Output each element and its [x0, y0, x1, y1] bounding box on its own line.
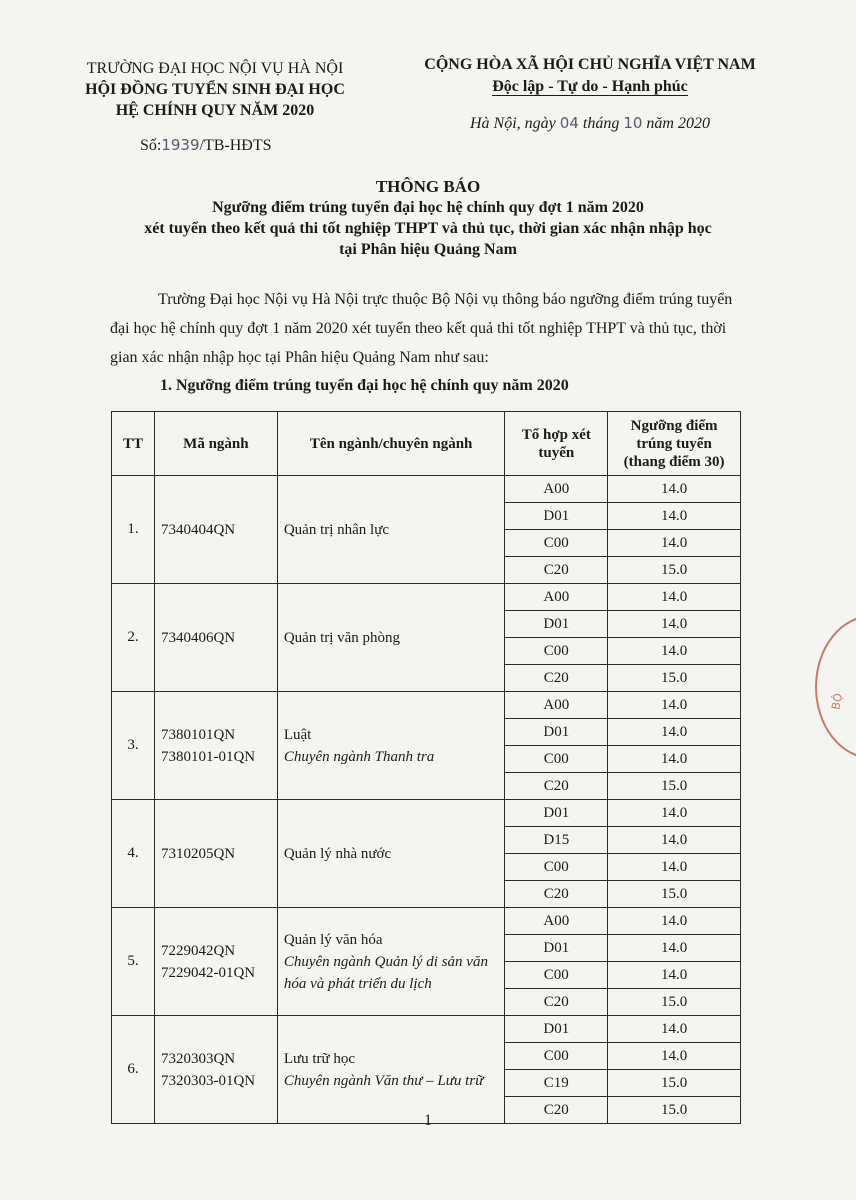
major-name-cell — [277, 800, 505, 908]
score-table — [111, 411, 741, 1124]
threshold-score: 15.0 — [608, 989, 741, 1016]
section-1-heading: 1. Ngưỡng điểm trúng tuyển đại học hệ chính quy năm 2020 — [160, 377, 569, 394]
subject-combo: C20 — [505, 881, 608, 908]
major-codes — [154, 584, 277, 692]
row-index: 5. — [112, 908, 155, 1016]
threshold-score: 14.0 — [608, 692, 741, 719]
subject-combo: D01 — [505, 1016, 608, 1043]
subject-combo: C20 — [505, 1097, 608, 1124]
threshold-score: 14.0 — [608, 1043, 741, 1070]
row-index: 3. — [112, 692, 155, 800]
threshold-score: 14.0 — [608, 611, 741, 638]
table-row — [112, 692, 741, 719]
threshold-score: 14.0 — [608, 503, 741, 530]
row-index: 6. — [112, 1016, 155, 1124]
major-codes — [154, 476, 277, 584]
notice-subtitle-2: xét tuyển theo kết quả thi tốt nghiệp THPT và thủ tục, thời gian xác nhận nhập học — [144, 220, 712, 237]
subject-combo: D01 — [505, 719, 608, 746]
subject-combo: D15 — [505, 827, 608, 854]
threshold-score: 15.0 — [608, 557, 741, 584]
specialization: Chuyên ngành Văn thư – Lưu trữ — [283, 1072, 484, 1089]
subject-combo: C20 — [505, 557, 608, 584]
subject-combo: D01 — [505, 611, 608, 638]
subject-combo: C00 — [505, 1043, 608, 1070]
subject-combo: C00 — [505, 638, 608, 665]
header-tt: TT — [112, 412, 155, 476]
major-name-cell — [277, 1016, 505, 1124]
threshold-score: 15.0 — [608, 881, 741, 908]
header-code: Mã ngành — [154, 412, 277, 476]
subject-combo: D01 — [505, 800, 608, 827]
specialization: Chuyên ngành Quản lý di sản văn hóa và phát triển du lịch — [283, 953, 488, 992]
table-body — [112, 476, 741, 1124]
major-name: Lưu trữ học — [283, 1050, 356, 1067]
major-code: 7310205QN — [160, 845, 236, 862]
major-name: Quản lý văn hóa — [283, 931, 383, 948]
subject-combo: A00 — [505, 476, 608, 503]
subject-combo: A00 — [505, 584, 608, 611]
national-motto: Độc lập - Tự do - Hạnh phúc — [492, 78, 688, 95]
notice-subtitle-3: tại Phân hiệu Quảng Nam — [339, 241, 517, 258]
council-name: HỘI ĐỒNG TUYỂN SINH ĐẠI HỌC — [85, 81, 345, 98]
major-code: 7380101QN — [160, 726, 236, 743]
major-codes — [154, 908, 277, 1016]
subject-combo: D01 — [505, 935, 608, 962]
notice-subtitle-1: Ngưỡng điểm trúng tuyển đại học hệ chính quy đợt 1 năm 2020 — [212, 199, 644, 216]
threshold-score: 15.0 — [608, 773, 741, 800]
threshold-score: 15.0 — [608, 1070, 741, 1097]
threshold-score: 15.0 — [608, 665, 741, 692]
threshold-score: 15.0 — [608, 1097, 741, 1124]
document-number: Số:1939/TB-HĐTS — [140, 136, 272, 154]
subject-combo: C19 — [505, 1070, 608, 1097]
table-row — [112, 1016, 741, 1043]
major-code: 7380101-01QN — [160, 748, 256, 765]
row-index: 2. — [112, 584, 155, 692]
council-subtitle: HỆ CHÍNH QUY NĂM 2020 — [115, 102, 315, 119]
major-code: 7340406QN — [160, 629, 236, 646]
subject-combo: C00 — [505, 530, 608, 557]
major-codes — [154, 1016, 277, 1124]
school-name: TRƯỜNG ĐẠI HỌC NỘI VỤ HÀ NỘI — [86, 60, 344, 77]
threshold-score: 14.0 — [608, 638, 741, 665]
subject-combo: C20 — [505, 989, 608, 1016]
table-row — [112, 476, 741, 503]
red-seal — [815, 615, 856, 759]
threshold-score: 14.0 — [608, 719, 741, 746]
header-score: Ngưỡng điểm trúng tuyển (thang điểm 30) — [608, 412, 741, 476]
major-name: Quản lý nhà nước — [283, 845, 392, 862]
row-index: 4. — [112, 800, 155, 908]
table-row — [112, 800, 741, 827]
national-title: CỘNG HÒA XÃ HỘI CHỦ NGHĨA VIỆT NAM — [424, 56, 756, 73]
subject-combo: D01 — [505, 503, 608, 530]
threshold-score: 14.0 — [608, 584, 741, 611]
major-name: Quản trị nhân lực — [283, 521, 390, 538]
major-name-cell — [277, 476, 505, 584]
notice-title — [0, 176, 856, 260]
seal-text: BỘ — [829, 692, 845, 711]
threshold-score: 14.0 — [608, 1016, 741, 1043]
threshold-score: 14.0 — [608, 476, 741, 503]
subject-combo: A00 — [505, 692, 608, 719]
header-right — [400, 54, 780, 135]
header-left — [60, 58, 370, 156]
major-code: 7320303-01QN — [160, 1072, 256, 1089]
header-name: Tên ngành/chuyên ngành — [277, 412, 505, 476]
threshold-score: 14.0 — [608, 530, 741, 557]
major-code: 7340404QN — [160, 521, 236, 538]
subject-combo: C00 — [505, 854, 608, 881]
subject-combo: C00 — [505, 746, 608, 773]
specialization: Chuyên ngành Thanh tra — [283, 748, 435, 765]
subject-combo: A00 — [505, 908, 608, 935]
row-index: 1. — [112, 476, 155, 584]
major-codes — [154, 800, 277, 908]
subject-combo: C00 — [505, 962, 608, 989]
major-codes — [154, 692, 277, 800]
header-combo: Tổ hợp xét tuyển — [505, 412, 608, 476]
table-header-row — [112, 412, 741, 476]
major-name: Quản trị văn phòng — [283, 629, 401, 646]
threshold-score: 14.0 — [608, 827, 741, 854]
table-row — [112, 908, 741, 935]
threshold-score: 14.0 — [608, 935, 741, 962]
subject-combo: C20 — [505, 665, 608, 692]
major-name-cell — [277, 584, 505, 692]
page-number: 1 — [424, 1112, 432, 1129]
threshold-score: 14.0 — [608, 800, 741, 827]
threshold-score: 14.0 — [608, 746, 741, 773]
table-row — [112, 584, 741, 611]
major-name: Luật — [283, 726, 312, 743]
document-date: Hà Nội, ngày 04 tháng 10 năm 2020 — [470, 114, 710, 132]
threshold-score: 14.0 — [608, 854, 741, 881]
major-name-cell — [277, 692, 505, 800]
major-name-cell — [277, 908, 505, 1016]
major-code: 7229042-01QN — [160, 964, 256, 981]
threshold-score: 14.0 — [608, 962, 741, 989]
major-code: 7229042QN — [160, 942, 236, 959]
subject-combo: C20 — [505, 773, 608, 800]
notice-heading: THÔNG BÁO — [375, 177, 481, 196]
threshold-score: 14.0 — [608, 908, 741, 935]
major-code: 7320303QN — [160, 1050, 236, 1067]
intro-paragraph: Trường Đại học Nội vụ Hà Nội trực thuộc Bộ Nội vụ thông báo ngưỡng điểm trúng tuyển đại học hệ chính quy đợt 1 năm 2020 xét tuyển theo kết quả thi tốt nghiệp THPT và thủ tục, thời gian xác nhận nhập học tại Phân hiệu Quảng Nam như sau: — [110, 291, 733, 366]
